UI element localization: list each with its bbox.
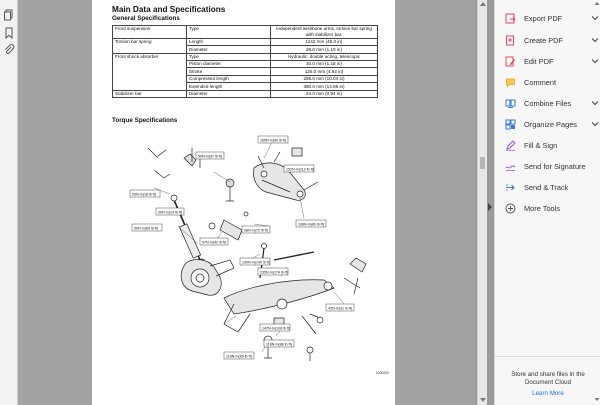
tool-send-for-signature[interactable]	[505, 158, 599, 174]
tool-more-tools[interactable]	[505, 200, 599, 216]
tools-scrollbar[interactable]	[594, 0, 600, 405]
table-cell: 28.0 mm (1.10 in)	[271, 46, 378, 53]
tool-fill-sign[interactable]	[505, 137, 599, 153]
torque-callout: 118N·m(88 lb·ft)	[266, 342, 292, 347]
tool-label: Send for Signature	[524, 161, 586, 171]
tool-label: Fill & Sign	[524, 140, 558, 150]
create-pdf-icon	[505, 35, 516, 46]
table-cell: Torsion bar spring	[113, 38, 187, 53]
tool-label: Edit PDF	[524, 56, 554, 66]
table-cell: Independent wishbone arms, torsion bar spring with stabilizer bar.	[271, 26, 378, 39]
page-thumbnails-icon[interactable]	[3, 9, 15, 21]
bookmark-icon[interactable]	[3, 27, 15, 39]
torque-callout: 165N·m(90 lb·ft)	[260, 138, 287, 143]
edit-pdf-icon	[505, 56, 516, 67]
scroll-down-icon[interactable]	[480, 398, 486, 402]
torque-callout: 118N·m(85 lb·ft)	[226, 354, 252, 359]
organize-pages-icon	[505, 119, 516, 130]
table-cell: 380.0 mm (14.96 in)	[271, 83, 378, 90]
send-track-icon	[505, 182, 516, 193]
tool-edit-pdf[interactable]	[505, 53, 599, 69]
document-cloud-promo	[495, 356, 600, 405]
torque-callout: 152N·m(112 lb·ft)	[286, 167, 314, 172]
table-row	[113, 38, 378, 45]
tool-label: Export PDF	[524, 13, 563, 23]
tool-export-pdf[interactable]	[505, 10, 599, 26]
tool-label: Create PDF	[524, 35, 564, 45]
promo-text: Store and share files in the Document Cloud	[511, 371, 585, 386]
attachment-icon[interactable]	[3, 44, 15, 56]
table-cell: Extended length	[187, 83, 271, 90]
table-row	[113, 90, 378, 97]
table-cell: Diameter	[187, 90, 271, 97]
torque-callout: 25N·m(18 lb·ft)	[132, 192, 157, 197]
torque-callout: 42N·m(31 lb·ft)	[328, 306, 353, 311]
table-cell: Length	[187, 38, 271, 45]
section-heading: General Specifications	[112, 15, 180, 22]
torque-callout: 98N·m(72 lb·ft)	[244, 228, 269, 233]
table-row	[113, 26, 378, 39]
table-cell: 30.0 mm (1.18 in)	[271, 61, 378, 68]
table-cell: Front suspension	[113, 26, 187, 39]
figure-code: 1000000	[375, 371, 389, 375]
torque-callout: 50N·m(69 lb·ft)	[134, 226, 159, 231]
page-title: Main Data and Specifications	[112, 5, 226, 14]
collapse-right-pane-icon[interactable]	[487, 198, 493, 206]
export-pdf-icon	[505, 13, 516, 24]
torque-callout: 190N·m(140 lb·ft)	[242, 260, 271, 265]
section-heading: Torque Specifications	[112, 117, 178, 124]
table-cell: Type	[187, 53, 271, 60]
tool-combine-files[interactable]	[505, 95, 599, 111]
table-cell: Stroke	[187, 68, 271, 75]
table-cell: Type	[187, 26, 271, 39]
torque-callout: 108N·m(80 lb·ft)	[298, 222, 325, 227]
suspension-exploded-diagram	[114, 128, 386, 376]
spec-table	[112, 25, 378, 98]
combine-files-icon	[505, 98, 516, 109]
comment-icon	[505, 77, 516, 88]
torque-callout: 50N·m(37 lb·ft)	[198, 154, 223, 159]
table-cell: Diameter	[187, 46, 271, 53]
document-scrollbar[interactable]	[477, 0, 487, 405]
scroll-up-icon[interactable]	[480, 2, 486, 6]
table-row	[113, 53, 378, 60]
table-cell: 1142 mm (45.0 in)	[271, 38, 378, 45]
tool-comment[interactable]	[505, 74, 599, 90]
pdf-page[interactable]	[92, 0, 395, 405]
left-navigation-rail	[0, 0, 18, 405]
torque-callout: 20N·m(14 lb·ft)	[158, 210, 183, 215]
table-cell: 125.0 mm (4.92 in)	[271, 68, 378, 75]
table-cell: Hydraulic, double acting, telescopic	[271, 53, 378, 60]
table-cell: Front shock absorber	[113, 53, 187, 90]
send-signature-icon	[505, 161, 516, 172]
tool-send-track[interactable]	[505, 179, 599, 195]
more-tools-icon	[505, 203, 516, 214]
tool-label: Organize Pages	[524, 119, 577, 129]
tool-organize-pages[interactable]	[505, 116, 599, 132]
table-cell: Stabilizer bar	[113, 90, 187, 97]
tool-label: Send & Track	[524, 182, 569, 192]
table-cell: 255.0 mm (10.04 in)	[271, 75, 378, 82]
tools-pane	[494, 0, 600, 405]
tool-create-pdf[interactable]	[505, 32, 599, 48]
torque-callout: 235N·m(174 lb·ft)	[260, 270, 289, 275]
scrollbar-thumb[interactable]	[480, 157, 485, 169]
table-cell: Piston diameter	[187, 61, 271, 68]
tool-label: More Tools	[524, 203, 561, 213]
tool-label: Combine Files	[524, 98, 572, 108]
tool-label: Comment	[524, 77, 557, 87]
torque-callout: 147N·m(108 lb·ft)	[262, 326, 291, 331]
fill-sign-icon	[505, 140, 516, 151]
table-cell: Compressed length	[187, 75, 271, 82]
torque-callout: 57N·m(42 lb·ft)	[202, 240, 227, 245]
table-cell: 24.0 mm (0.94 in)	[271, 90, 378, 97]
learn-more-link[interactable]: Learn More	[532, 390, 564, 397]
